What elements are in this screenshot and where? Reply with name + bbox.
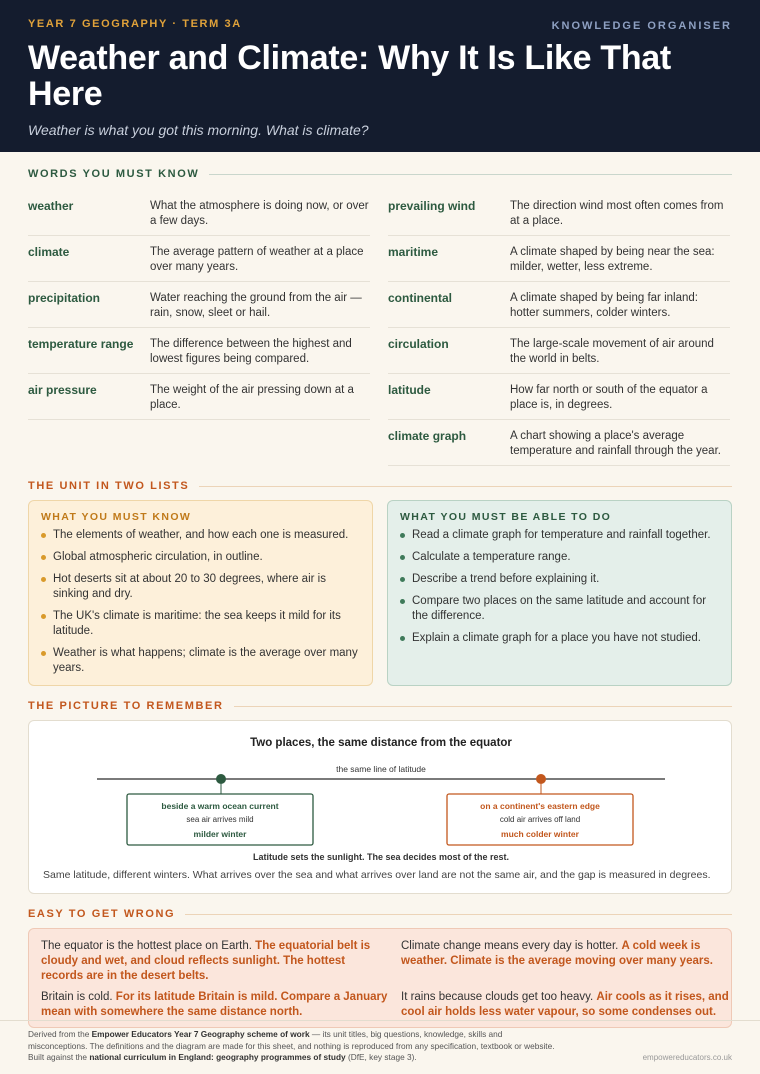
glossary-definition: The difference between the highest and lowest figures being compared.	[150, 338, 352, 365]
latitude-line-label: the same line of latitude	[336, 764, 426, 774]
glossary-definition: The weight of the air pressing down at a place.	[150, 384, 354, 411]
glossary-term: prevailing wind	[388, 199, 476, 213]
list-item: Explain a climate graph for a place you have not studied.	[400, 631, 719, 646]
misconception-myth: Britain is cold.	[41, 991, 113, 1003]
glossary-definition: The large-scale movement of air around the world in belts.	[510, 338, 714, 365]
left-box-heading: beside a warm ocean current	[161, 801, 279, 811]
glossary-row	[388, 190, 730, 236]
glossary-term: climate graph	[388, 429, 467, 443]
glossary-row	[28, 190, 370, 236]
glossary-definition: Water reaching the ground from the air — rain, snow, sleet or hail.	[150, 292, 362, 319]
glossary-row	[28, 282, 370, 328]
list-item: Weather is what happens; climate is the average over many years.	[41, 646, 360, 676]
misconceptions-box	[28, 928, 732, 1028]
left-place-marker	[216, 774, 226, 784]
right-place-marker	[536, 774, 546, 784]
misconception-item	[401, 939, 731, 984]
glossary-definition: A climate shaped by being near the sea: milder, wetter, less extreme.	[510, 246, 715, 273]
source-text: Derived from the	[28, 1029, 92, 1039]
glossary-term: air pressure	[28, 383, 97, 397]
unit-section-heading	[28, 480, 732, 492]
misconception-correction: Air cools as it rises, and cool air holds less water vapour, so some condenses out.	[401, 991, 729, 1018]
glossary-left-column	[28, 190, 370, 466]
document-type-label: KNOWLEDGE ORGANISER	[551, 20, 732, 32]
must-know-box	[28, 500, 373, 686]
glossary	[28, 190, 732, 466]
glossary-row	[388, 236, 730, 282]
header	[0, 0, 760, 152]
scheme-name: Empower Educators Year 7 Geography scheme of work	[91, 1029, 310, 1039]
glossary-term: temperature range	[28, 337, 134, 351]
list-item: The elements of weather, and how each one is measured.	[41, 528, 360, 543]
list-item: The UK's climate is maritime: the sea keeps it mild for its latitude.	[41, 609, 360, 639]
misconception-item	[41, 939, 389, 984]
misconception-item	[401, 990, 731, 1020]
must-do-list	[400, 528, 719, 646]
right-box-detail: cold air arrives off land	[499, 815, 581, 824]
words-section-heading	[28, 168, 732, 180]
list-item: Read a climate graph for temperature and rainfall together.	[400, 528, 719, 543]
page-subtitle: Weather is what you got this morning. What is climate?	[28, 122, 369, 138]
glossary-row	[28, 236, 370, 282]
picture-heading-text: THE PICTURE TO REMEMBER	[28, 700, 224, 712]
latitude-diagram	[28, 720, 732, 894]
glossary-row	[388, 282, 730, 328]
misconception-correction: For its latitude Britain is mild. Compare a January mean with somewhere the same distance north.	[41, 991, 388, 1018]
curriculum-name: national curriculum in England: geography programmes of study	[89, 1052, 346, 1062]
page-title: Weather and Climate: Why It Is Like That Here	[28, 39, 671, 113]
glossary-row	[388, 328, 730, 374]
course-label: YEAR 7 GEOGRAPHY · TERM 3A	[28, 18, 242, 30]
source-note	[28, 1029, 558, 1064]
left-box-detail: sea air arrives mild	[186, 815, 254, 824]
glossary-right-column	[388, 190, 730, 466]
must-do-box	[387, 500, 732, 686]
glossary-term: circulation	[388, 337, 449, 351]
glossary-term: latitude	[388, 383, 431, 397]
divider	[185, 914, 732, 915]
picture-section-heading	[28, 700, 732, 712]
source-text: — its unit titles, big questions, knowledge, skills and misconceptions. The definitions and the diagram are made for this sheet, and nothing is reproduced from any specification, textbook or website. Built against the	[28, 1029, 555, 1062]
misconception-myth: The equator is the hottest place on Earth.	[41, 940, 252, 952]
misconception-correction: A cold week is weather. Climate is the average moving over many years.	[401, 940, 713, 967]
glossary-definition: The average pattern of weather at a place over many years.	[150, 246, 364, 273]
glossary-row	[388, 374, 730, 420]
glossary-definition: A climate shaped by being far inland: hotter summers, colder winters.	[510, 292, 698, 319]
divider	[209, 174, 732, 175]
right-box-heading: on a continent's eastern edge	[480, 801, 600, 811]
must-do-title: WHAT YOU MUST BE ABLE TO DO	[400, 511, 612, 523]
glossary-term: maritime	[388, 245, 439, 259]
glossary-row	[28, 374, 370, 420]
misconception-myth: Climate change means every day is hotter.	[401, 940, 619, 952]
source-text: (DfE, key stage 3).	[345, 1052, 417, 1062]
left-box-result: milder winter	[193, 829, 247, 839]
glossary-definition: What the atmosphere is doing now, or over a few days.	[150, 200, 369, 227]
glossary-row	[28, 328, 370, 374]
must-know-title: WHAT YOU MUST KNOW	[41, 511, 192, 523]
glossary-term: climate	[28, 245, 70, 259]
right-box-result: much colder winter	[501, 829, 579, 839]
diagram-caption: Same latitude, different winters. What arrives over the sea and what arrives over land are not the same air, and the gap is measured in degrees.	[43, 869, 711, 881]
misconception-item	[41, 990, 389, 1020]
glossary-term: weather	[28, 199, 74, 213]
glossary-definition: How far north or south of the equator a place is, in degrees.	[510, 384, 708, 411]
glossary-row	[388, 420, 730, 466]
list-item: Describe a trend before explaining it.	[400, 572, 719, 587]
unit-lists	[28, 500, 732, 686]
list-item: Calculate a temperature range.	[400, 550, 719, 565]
website-label: empowereducators.co.uk	[642, 1053, 732, 1062]
list-item: Hot deserts sit at about 20 to 30 degrees, where air is sinking and dry.	[41, 572, 360, 602]
list-item: Compare two places on the same latitude and account for the difference.	[400, 594, 719, 624]
divider	[234, 706, 733, 707]
diagram-bottom-note: Latitude sets the sunlight. The sea decides most of the rest.	[252, 852, 510, 862]
glossary-term: precipitation	[28, 291, 101, 305]
glossary-definition: A chart showing a place's average temperature and rainfall through the year.	[510, 430, 721, 457]
misconception-myth: It rains because clouds get too heavy.	[401, 991, 594, 1003]
wrong-heading-text: EASY TO GET WRONG	[28, 908, 176, 920]
unit-heading-text: THE UNIT IN TWO LISTS	[28, 480, 190, 492]
glossary-term: continental	[388, 291, 453, 305]
footer	[0, 1020, 760, 1074]
glossary-definition: The direction wind most often comes from at a place.	[510, 200, 724, 227]
misconception-correction: The equatorial belt is cloudy and wet, and cloud reflects sunlight. The hottest records are in the desert belts.	[41, 940, 371, 982]
wrong-section-heading	[28, 908, 732, 920]
list-item: Global atmospheric circulation, in outline.	[41, 550, 360, 565]
words-heading-text: WORDS YOU MUST KNOW	[28, 168, 200, 180]
diagram-title: Two places, the same distance from the equator	[250, 737, 512, 749]
must-know-list	[41, 528, 360, 676]
divider	[199, 486, 732, 487]
